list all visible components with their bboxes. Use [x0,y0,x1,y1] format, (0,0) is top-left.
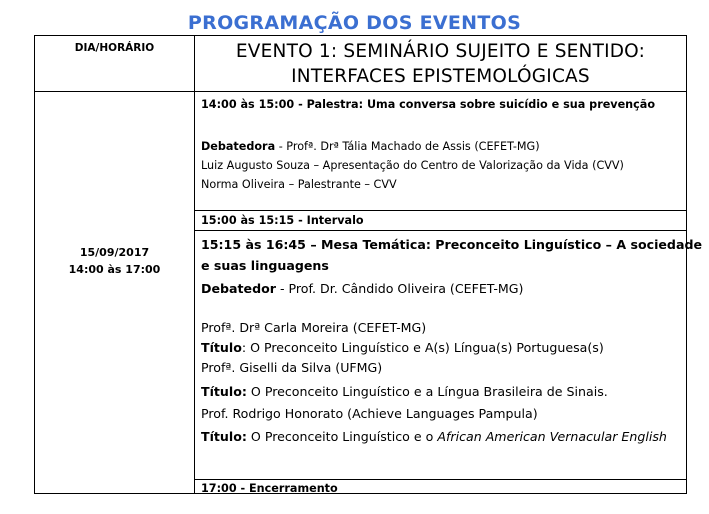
panel-title-3: Título: O Preconceito Linguístico e o African American Vernacular English [201,429,667,444]
panel-speaker-carla: Profª. Drª Carla Moreira (CEFET-MG) [201,320,427,335]
event-date-time [35,244,194,278]
schedule-table [34,35,702,495]
closing-heading: 17:00 - Encerramento [201,482,338,495]
panel-speaker-giselli: Profª. Giselli da Silva (UFMG) [201,360,383,375]
event-date: 15/09/2017 [79,246,150,259]
panel-title-2: Título: O Preconceito Linguístico e a Língua Brasileira de Sinais. [201,384,608,399]
session-closing [195,480,686,496]
date-column [35,36,195,493]
page-title: PROGRAMAÇÃO DOS EVENTOS [187,12,522,34]
event-title-line1: EVENTO 1: SEMINÁRIO SUJEITO E SENTIDO: [235,41,646,62]
event-time: 14:00 às 17:00 [68,263,161,276]
panel-title-1: Título: O Preconceito Linguístico e A(s) Língua(s) Portuguesa(s) [201,340,604,355]
panel-heading-line2: e suas linguagens [201,258,329,273]
lecture-speaker-cvv: Luiz Augusto Souza – Apresentação do Centro de Valorização da Vida (CVV) [201,159,624,172]
panel-moderator: Debatedor - Prof. Dr. Cândido Oliveira (CEFET-MG) [201,281,524,296]
session-break [195,211,686,231]
lecture-moderator: Debatedora - Profª. Drª Tália Machado de Assis (CEFET-MG) [201,140,540,153]
session-lecture [195,92,686,211]
break-heading: 15:00 às 15:15 - Intervalo [201,214,364,227]
panel-heading-line1: 15:15 às 16:45 – Mesa Temática: Preconceito Linguístico – A sociedade [201,237,702,252]
lecture-heading: 14:00 às 15:00 - Palestra: Uma conversa sobre suicídio e sua prevenção [201,98,656,111]
event-title [195,36,686,92]
session-panel [195,231,702,480]
panel-speaker-rodrigo: Prof. Rodrigo Honorato (Achieve Languages Pampula) [201,406,538,421]
event-title-line2: INTERFACES EPISTEMOLÓGICAS [291,66,590,87]
event-column [195,36,702,495]
column-header-day-time: DIA/HORÁRIO [35,36,194,92]
lecture-speaker-norma: Norma Oliveira – Palestrante – CVV [201,178,397,191]
